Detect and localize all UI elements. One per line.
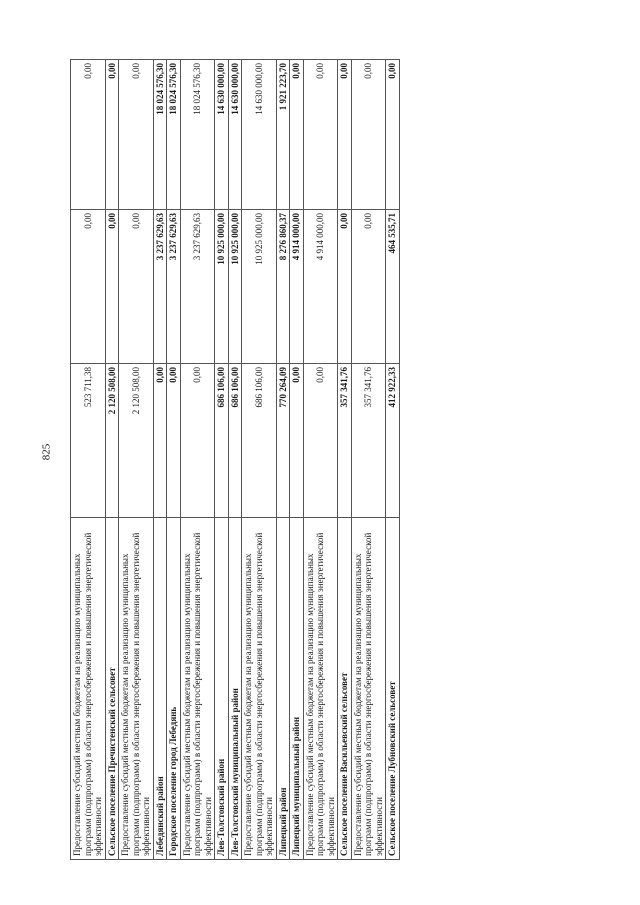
value-cell-3: 0,00 [386, 60, 400, 210]
value-cell-2: 3 237 629,63 [180, 210, 215, 364]
value-cell-2: 10 925 000,00 [228, 210, 242, 364]
value-cell-3: 0,00 [290, 60, 304, 210]
value-cell-2: 464 535,71 [386, 210, 400, 364]
value-cell-3: 18 024 576,30 [153, 60, 167, 210]
value-cell-2: 3 237 629,63 [153, 210, 167, 364]
value-cell-1: 0,00 [180, 364, 215, 518]
value-cell-1: 412 922,33 [386, 364, 400, 518]
value-cell-1: 0,00 [167, 364, 181, 518]
rotated-table-wrapper [70, 60, 570, 860]
row-name-cell: Предоставление субсидий местным бюджетам на реализацию муниципальных программ (подпрограмм) в области энергосбережения и повышения энергетической эффективности [242, 518, 277, 860]
value-cell-3: 14 630 000,00 [228, 60, 242, 210]
value-cell-3: 1 921 223,70 [276, 60, 290, 210]
value-cell-1: 357 341,76 [351, 364, 386, 518]
value-cell-2: 0,00 [71, 210, 106, 364]
value-cell-2: 8 276 860,37 [276, 210, 290, 364]
value-cell-2: 4 914 000,00 [303, 210, 338, 364]
table-row [180, 60, 215, 860]
value-cell-2: 4 914 000,00 [290, 210, 304, 364]
value-cell-1: 686 106,00 [228, 364, 242, 518]
table-row [303, 60, 338, 860]
value-cell-1: 0,00 [303, 364, 338, 518]
row-name-cell: Городское поселение город Лебедянь [167, 518, 181, 860]
budget-table-body [71, 60, 400, 860]
row-name-cell: Предоставление субсидий местным бюджетам на реализацию муниципальных программ (подпрограмм) в области энергосбережения и повышения энергетической эффективности [180, 518, 215, 860]
value-cell-3: 0,00 [338, 60, 352, 210]
table-row [351, 60, 386, 860]
table-row [167, 60, 181, 860]
table-row [338, 60, 352, 860]
value-cell-3: 0,00 [351, 60, 386, 210]
row-name-cell: Предоставление субсидий местным бюджетам на реализацию муниципальных программ (подпрограмм) в области энергосбережения и повышения энергетической эффективности [119, 518, 154, 860]
row-name-cell: Сельское поселение Пречистенский сельсовет [105, 518, 119, 860]
row-name-cell: Лев-Толстовский район [215, 518, 229, 860]
value-cell-2: 0,00 [119, 210, 154, 364]
value-cell-3: 0,00 [71, 60, 106, 210]
value-cell-2: 0,00 [105, 210, 119, 364]
value-cell-3: 18 024 576,30 [180, 60, 215, 210]
table-row [290, 60, 304, 860]
value-cell-3: 0,00 [105, 60, 119, 210]
row-name-cell: Предоставление субсидий местным бюджетам на реализацию муниципальных программ (подпрограмм) в области энергосбережения и повышения энергетической эффективности [351, 518, 386, 860]
row-name-cell: Лебедянский район [153, 518, 167, 860]
value-cell-2: 10 925 000,00 [242, 210, 277, 364]
table-row [228, 60, 242, 860]
value-cell-1: 0,00 [153, 364, 167, 518]
table-row [215, 60, 229, 860]
value-cell-3: 18 024 576,30 [167, 60, 181, 210]
value-cell-1: 0,00 [290, 364, 304, 518]
value-cell-1: 686 106,00 [242, 364, 277, 518]
value-cell-1: 770 264,09 [276, 364, 290, 518]
value-cell-1: 686 106,00 [215, 364, 229, 518]
value-cell-1: 523 711,38 [71, 364, 106, 518]
value-cell-1: 2 120 508,00 [119, 364, 154, 518]
value-cell-2: 10 925 000,00 [215, 210, 229, 364]
table-row [386, 60, 400, 860]
table-row [119, 60, 154, 860]
table-row [242, 60, 277, 860]
row-name-cell: Предоставление субсидий местным бюджетам на реализацию муниципальных программ (подпрограмм) в области энергосбережения и повышения энергетической эффективности [71, 518, 106, 860]
table-row [71, 60, 106, 860]
row-name-cell: Сельское поселение Васильевский сельсовет [338, 518, 352, 860]
value-cell-2: 3 237 629,63 [167, 210, 181, 364]
value-cell-3: 14 630 000,00 [215, 60, 229, 210]
row-name-cell: Липецкий муниципальный район [290, 518, 304, 860]
value-cell-2: 0,00 [338, 210, 352, 364]
table-row [105, 60, 119, 860]
page-number: 825 [40, 443, 53, 461]
row-name-cell: Сельское поселение Лубновский сельсовет [386, 518, 400, 860]
value-cell-1: 2 120 508,00 [105, 364, 119, 518]
table-row [276, 60, 290, 860]
budget-table [70, 59, 400, 860]
value-cell-1: 357 341,76 [338, 364, 352, 518]
table-row [153, 60, 167, 860]
value-cell-3: 14 630 000,00 [242, 60, 277, 210]
value-cell-2: 0,00 [351, 210, 386, 364]
row-name-cell: Лев-Толстовский муниципальный район [228, 518, 242, 860]
value-cell-3: 0,00 [303, 60, 338, 210]
row-name-cell: Липецкий район [276, 518, 290, 860]
row-name-cell: Предоставление субсидий местным бюджетам на реализацию муниципальных программ (подпрограмм) в области энергосбережения и повышения энергетической эффективности [303, 518, 338, 860]
value-cell-3: 0,00 [119, 60, 154, 210]
